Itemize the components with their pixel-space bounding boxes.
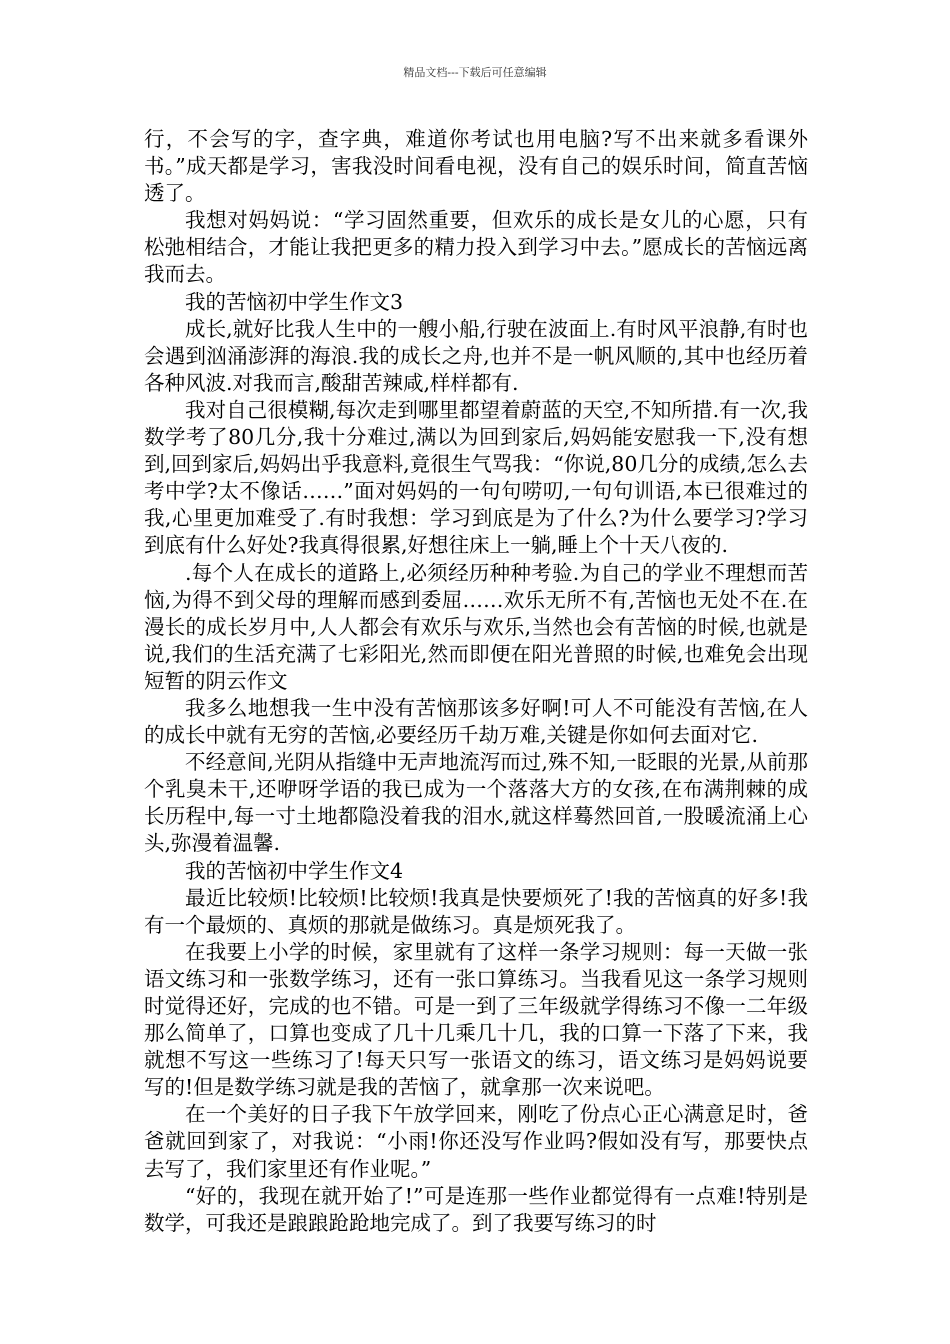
essay-title: 我的苦恼初中学生作文4	[185, 858, 404, 883]
document-body	[144, 126, 808, 1237]
paragraph: “好的，我现在就开始了!”可是连那一些作业都觉得有一点难!特别是数学，可我还是踉踉跄跄地完成了。到了我要写练习的时	[144, 1183, 808, 1235]
essay-title: 我的苦恼初中学生作文3	[185, 289, 404, 314]
paragraph: .每个人在成长的道路上,必须经历种种考验.为自己的学业不理想而苦恼,为得不到父母的理解而感到委屈……欢乐无所不有,苦恼也无处不在.在漫长的成长岁月中,人人都会有欢乐与欢乐,当然也会有苦恼的时候,也就是说,我们的生活充满了七彩阳光,然而即便在阳光普照的时候,也难免会出现短暂的阴云作文	[144, 560, 808, 693]
paragraph: 成长,就好比我人生中的一艘小船,行驶在波面上.有时风平浪静,有时也会遇到汹涌澎湃的海浪.我的成长之舟,也并不是一帆风顺的,其中也经历着各种风波.对我而言,酸甜苦辣咸,样样都有.	[144, 316, 808, 395]
page-header: 精品文档---下载后可任意编辑	[403, 66, 547, 79]
paragraph: 我多么地想我一生中没有苦恼那该多好啊!可人不可能没有苦恼,在人的成长中就有无穷的苦恼,必要经历千劫万难,关键是你如何去面对它.	[144, 695, 808, 748]
paragraph: 在一个美好的日子我下午放学回来，刚吃了份点心正心满意足时，爸爸就回到家了，对我说：“小雨!你还没写作业吗?假如没有写，那要快点去写了，我们家里还有作业呢。”	[144, 1102, 808, 1181]
paragraph: 在我要上小学的时候，家里就有了这样一条学习规则：每一天做一张语文练习和一张数学练习，还有一张口算练习。当我看见这一条学习规则时觉得还好，完成的也不错。可是一到了三年级就学得练习不像一二年级那么简单了，口算也变成了几十几乘几十几，我的口算一下落了下来，我就想不写这一些练习了!每天只写一张语文的练习，语文练习是妈妈说要写的!但是数学练习就是我的苦恼了，就拿那一次来说吧。	[144, 939, 808, 1100]
paragraph: 我想对妈妈说：“学习固然重要，但欢乐的成长是女儿的心愿，只有松弛相结合，才能让我把更多的精力投入到学习中去。”愿成长的苦恼远离我而去。	[144, 208, 808, 287]
paragraph: 最近比较烦!比较烦!比较烦!我真是快要烦死了!我的苦恼真的好多!我有一个最烦的、真烦的那就是做练习。真是烦死我了。	[144, 885, 808, 937]
paragraph: 不经意间,光阴从指缝中无声地流泻而过,殊不知,一眨眼的光景,从前那个乳臭未干,还咿呀学语的我已成为一个落落大方的女孩,在布满荆棘的成长历程中,每一寸土地都隐没着我的泪水,就这样蓦然回首,一股暖流涌上心头,弥漫着温馨.	[144, 750, 808, 856]
paragraph: 行，不会写的字，查字典，难道你考试也用电脑?写不出来就多看课外书。”成天都是学习，害我没时间看电视，没有自己的娱乐时间，简直苦恼透了。	[144, 127, 808, 206]
paragraph: 我对自己很模糊,每次走到哪里都望着蔚蓝的天空,不知所措.有一次,我数学考了80几分,我十分难过,满以为回到家后,妈妈能安慰我一下,没有想到,回到家后,妈妈出乎我意料,竟很生气骂我：“你说,80几分的成绩,怎么去考中学?太不像话……”面对妈妈的一句句唠叨,一句句训语,本已很难过的我,心里更加难受了.有时我想：学习到底是为了什么?为什么要学习?学习到底有什么好处?我真得很累,好想往床上一躺,睡上个十天八夜的.	[144, 397, 808, 558]
